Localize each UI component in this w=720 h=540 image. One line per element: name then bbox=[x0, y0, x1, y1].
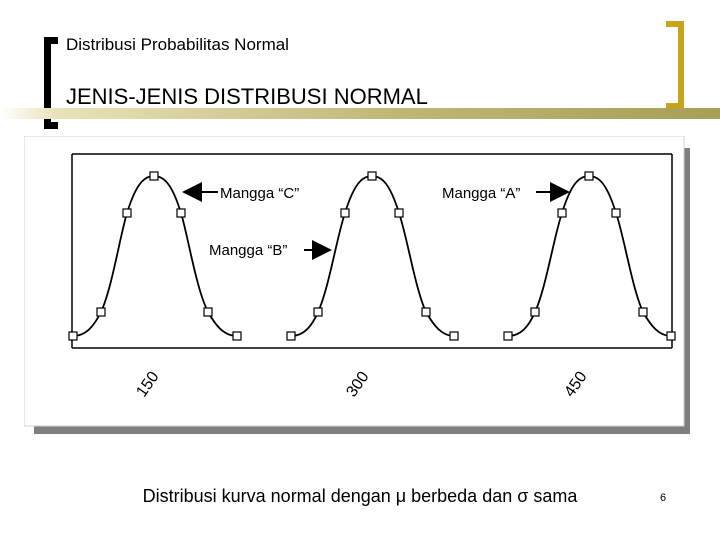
curve-a-marker bbox=[504, 332, 512, 340]
label-mangga-b: Mangga “B” bbox=[209, 242, 288, 259]
curve-c-marker bbox=[123, 209, 131, 217]
curve-a-marker bbox=[612, 209, 620, 217]
curve-a-marker bbox=[531, 308, 539, 316]
curve-c-marker bbox=[69, 332, 77, 340]
curve-c-marker bbox=[97, 308, 105, 316]
curve-a-marker bbox=[667, 332, 675, 340]
slide-subtitle: Distribusi Probabilitas Normal bbox=[66, 35, 289, 54]
slide-title: JENIS-JENIS DISTRIBUSI NORMAL bbox=[66, 84, 428, 109]
tick-label-150: 150 bbox=[133, 368, 163, 401]
right-bracket-decoration bbox=[666, 21, 684, 109]
curve-a-marker bbox=[558, 209, 566, 217]
curve-c-marker bbox=[150, 172, 158, 180]
label-mangga-c: Mangga “C” bbox=[220, 185, 300, 202]
curve-b-marker bbox=[368, 172, 376, 180]
normal-distribution-figure bbox=[24, 136, 690, 436]
label-mangga-a: Mangga “A” bbox=[442, 185, 521, 202]
curve-b-marker bbox=[422, 308, 430, 316]
page-number: 6 bbox=[660, 492, 667, 504]
curve-a-marker bbox=[585, 172, 593, 180]
figure-caption: Distribusi kurva normal dengan μ berbeda dan σ sama bbox=[142, 486, 578, 506]
curve-c-marker bbox=[204, 308, 212, 316]
curve-b-marker bbox=[341, 209, 349, 217]
tick-label-300: 300 bbox=[343, 368, 373, 401]
curve-b-marker bbox=[314, 308, 322, 316]
curve-b-marker bbox=[450, 332, 458, 340]
tick-label-450: 450 bbox=[561, 368, 591, 401]
curve-c-marker bbox=[233, 332, 241, 340]
curve-b-marker bbox=[287, 332, 295, 340]
curve-b-marker bbox=[395, 209, 403, 217]
curve-a-marker bbox=[639, 308, 647, 316]
curve-c-marker bbox=[177, 209, 185, 217]
